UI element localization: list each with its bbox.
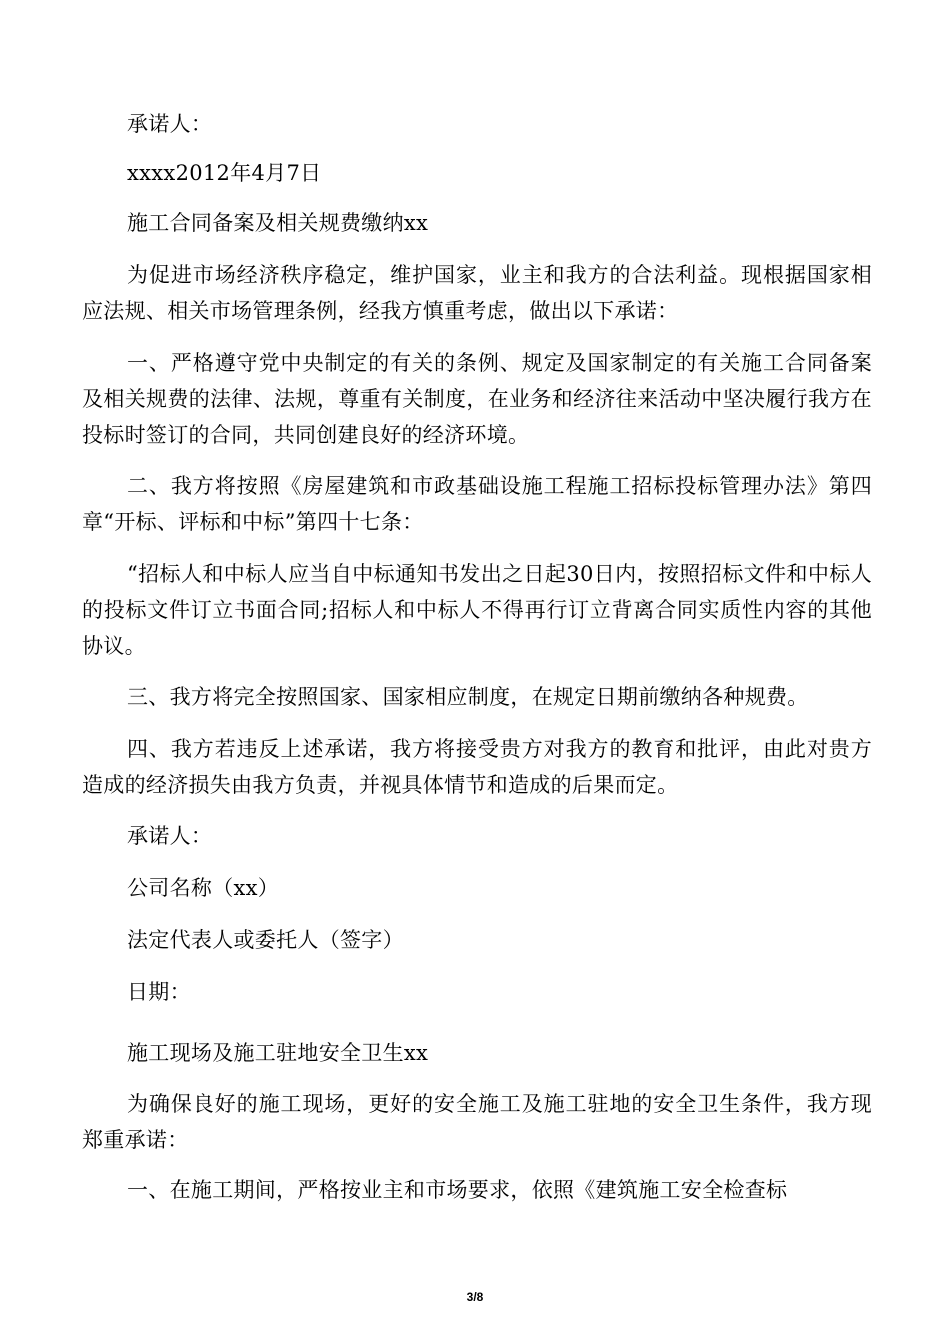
paragraph-safety-item-1: 一、在施工期间，严格按业主和市场要求，依照《建筑施工安全检查标 (127, 1178, 788, 1202)
paragraph-intro: 为促进市场经济秩序稳定，维护国家，业主和我方的合法利益。现根据国家相应法规、相关市场管理条例，经我方慎重考虑，做出以下承诺： (82, 263, 872, 323)
paragraph-item-3: 三、我方将完全按照国家、国家相应制度，在规定日期前缴纳各种规费。 (127, 685, 809, 709)
signatory-label: 承诺人： (127, 112, 213, 136)
company-name-line: 公司名称（xx） (127, 876, 280, 900)
paragraph-safety-intro: 为确保良好的施工现场，更好的安全施工及施工驻地的安全卫生条件，我方现郑重承诺： (82, 1092, 872, 1152)
paragraph-item-2: 二、我方将按照《房屋建筑和市政基础设施工程施工招标投标管理办法》第四章“开标、评标和中标”第四十七条： (82, 474, 872, 534)
page-number: 3/8 (466, 1290, 484, 1304)
date-line (82, 155, 872, 191)
date-label: 日期： (127, 980, 191, 1004)
legal-representative-line: 法定代表人或委托人（签字） (127, 928, 404, 952)
paragraph-quote: “招标人和中标人应当自中标通知书发出之日起30日内，按照招标文件和中标人的投标文件订立书面合同;招标人和中标人不得再行订立背离合同实质性内容的其他协议。 (82, 562, 872, 658)
paragraph-item-4: 四、我方若违反上述承诺，我方将接受贵方对我方的教育和批评，由此对贵方造成的经济损失由我方负责，并视具体情节和造成的后果而定。 (82, 737, 872, 797)
date-text: xxxx2012年4月7日 (127, 161, 322, 185)
signatory-label-2: 承诺人： (127, 824, 213, 848)
paragraph-item-1: 一、严格遵守党中央制定的有关的条例、规定及国家制定的有关施工合同备案及相关规费的法律、法规，尊重有关制度，在业务和经济往来活动中坚决履行我方在投标时签订的合同，共同创建良好的经济环境。 (82, 351, 872, 447)
section-title-contract-filing: 施工合同备案及相关规费缴纳xx (127, 211, 429, 235)
section-title-site-safety: 施工现场及施工驻地安全卫生xx (127, 1041, 429, 1065)
